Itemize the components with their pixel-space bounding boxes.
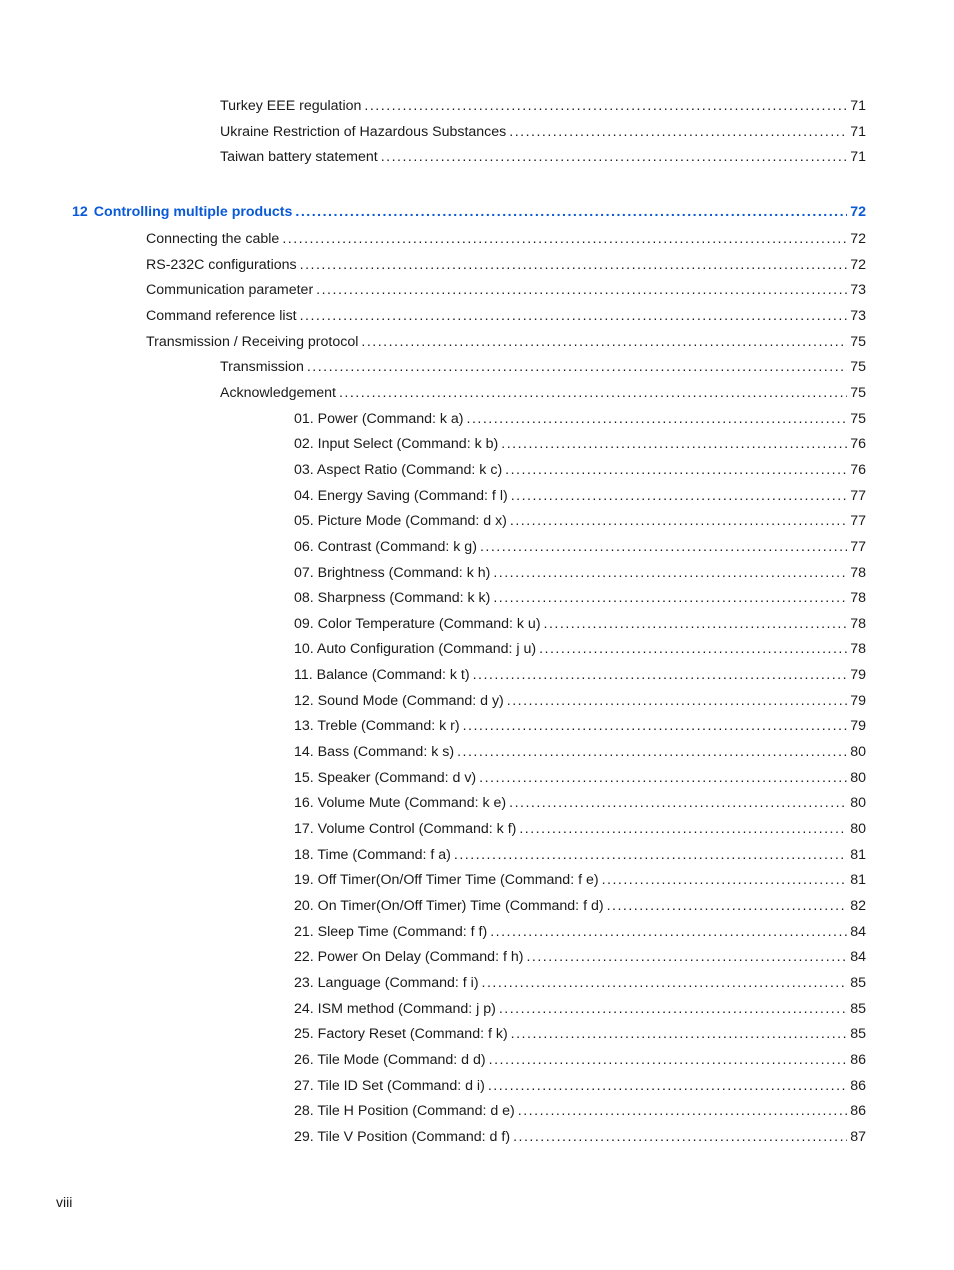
dot-leader xyxy=(493,563,847,583)
toc-entry-page: 84 xyxy=(850,949,866,965)
toc-entry-title: 12. Sound Mode (Command: d y) xyxy=(294,693,504,709)
dot-leader xyxy=(316,280,847,300)
toc-entry-page: 75 xyxy=(850,334,866,350)
toc-entry-title: 26. Tile Mode (Command: d d) xyxy=(294,1052,486,1068)
toc-entry[interactable] xyxy=(146,306,866,326)
dot-leader xyxy=(490,922,847,942)
toc-entry-page: 75 xyxy=(850,385,866,401)
toc-entry[interactable] xyxy=(294,1076,866,1096)
toc-entry-page: 79 xyxy=(850,718,866,734)
toc-entry[interactable] xyxy=(294,460,866,480)
toc-entry[interactable] xyxy=(146,332,866,352)
toc-entry[interactable] xyxy=(294,793,866,813)
toc-entry-title: 13. Treble (Command: k r) xyxy=(294,718,460,734)
dot-leader xyxy=(473,665,848,685)
toc-entry[interactable] xyxy=(294,819,866,839)
toc-entry-title: Turkey EEE regulation xyxy=(220,98,362,114)
toc-entry-title: 22. Power On Delay (Command: f h) xyxy=(294,949,524,965)
toc-entry[interactable] xyxy=(146,229,866,249)
toc-entry-page: 75 xyxy=(850,411,866,427)
toc-entry-title: Acknowledgement xyxy=(220,385,336,401)
toc-entry[interactable] xyxy=(294,947,866,967)
toc-entry-title: 15. Speaker (Command: d v) xyxy=(294,770,477,786)
dot-leader xyxy=(499,999,847,1019)
toc-entry[interactable] xyxy=(294,691,866,711)
toc-entry-title: 08. Sharpness (Command: k k) xyxy=(294,590,491,606)
dot-leader xyxy=(282,229,847,249)
dot-leader xyxy=(381,147,848,167)
toc-entry[interactable] xyxy=(294,1101,866,1121)
dot-leader xyxy=(295,202,847,222)
toc-entry-page: 78 xyxy=(850,565,866,581)
toc-entry-page: 86 xyxy=(850,1052,866,1068)
toc-entry[interactable] xyxy=(294,845,866,865)
dot-leader xyxy=(489,1050,848,1070)
page-number-footer: viii xyxy=(56,1194,73,1210)
toc-entry[interactable] xyxy=(146,255,866,275)
dot-leader xyxy=(511,486,848,506)
toc-entry-title: 20. On Timer(On/Off Timer) Time (Command: f d) xyxy=(294,898,604,914)
toc-entry-page: 71 xyxy=(850,149,866,165)
toc-entry-title: Taiwan battery statement xyxy=(220,149,378,165)
toc-entry-title: 28. Tile H Position (Command: d e) xyxy=(294,1103,515,1119)
dot-leader xyxy=(526,947,847,967)
toc-entry-title: 01. Power (Command: k a) xyxy=(294,411,464,427)
toc-entry[interactable] xyxy=(146,280,866,300)
toc-entry-page: 75 xyxy=(850,359,866,375)
toc-entry-title: 19. Off Timer(On/Off Timer Time (Command: f e) xyxy=(294,872,599,888)
toc-entry-title: Ukraine Restriction of Hazardous Substances xyxy=(220,124,507,140)
toc-entry-title: 03. Aspect Ratio (Command: k c) xyxy=(294,462,503,478)
toc-entry-title: 23. Language (Command: f i) xyxy=(294,975,479,991)
toc-entry-title: 04. Energy Saving (Command: f l) xyxy=(294,488,508,504)
toc-entry-page: 71 xyxy=(850,124,866,140)
toc-chapter-entry[interactable] xyxy=(72,202,866,222)
toc-entry-title: 06. Contrast (Command: k g) xyxy=(294,539,477,555)
dot-leader xyxy=(482,973,848,993)
toc-entry[interactable] xyxy=(220,357,866,377)
toc-entry[interactable] xyxy=(294,486,866,506)
toc-entry[interactable] xyxy=(294,537,866,557)
toc-entry-title: 21. Sleep Time (Command: f f) xyxy=(294,924,488,940)
toc-entry-title: Communication parameter xyxy=(146,282,314,298)
toc-entry[interactable] xyxy=(294,434,866,454)
toc-entry-page: 85 xyxy=(850,1026,866,1042)
dot-leader xyxy=(539,639,847,659)
toc-entry-title: Command reference list xyxy=(146,308,297,324)
dot-leader xyxy=(519,819,847,839)
toc-entry-page: 78 xyxy=(850,641,866,657)
toc-entry-page: 86 xyxy=(850,1103,866,1119)
dot-leader xyxy=(507,691,847,711)
toc-entry-page: 80 xyxy=(850,744,866,760)
dot-leader xyxy=(513,1127,847,1147)
chapter-title-text: Controlling multiple products xyxy=(93,204,293,220)
toc-entry-title: 05. Picture Mode (Command: d x) xyxy=(294,513,507,529)
toc-entry[interactable] xyxy=(220,122,866,142)
toc-chapter-title xyxy=(72,202,292,222)
toc-entry-page: 78 xyxy=(850,616,866,632)
toc-entry[interactable] xyxy=(220,147,866,167)
toc-entry-title: 29. Tile V Position (Command: d f) xyxy=(294,1129,511,1145)
toc-entry-page: 73 xyxy=(850,282,866,298)
toc-entry-page: 76 xyxy=(850,462,866,478)
toc-entry-page: 72 xyxy=(850,231,866,247)
toc-entry-page: 85 xyxy=(850,975,866,991)
toc-entry-page: 82 xyxy=(850,898,866,914)
toc-entry[interactable] xyxy=(220,96,866,116)
dot-leader xyxy=(361,332,847,352)
toc-entry[interactable] xyxy=(294,973,866,993)
dot-leader xyxy=(463,716,848,736)
toc-entry-title: 25. Factory Reset (Command: f k) xyxy=(294,1026,508,1042)
dot-leader xyxy=(509,793,847,813)
toc-entry-page: 78 xyxy=(850,590,866,606)
toc-entry-page: 77 xyxy=(850,539,866,555)
toc-entry[interactable] xyxy=(294,614,866,634)
dot-leader xyxy=(602,870,848,890)
toc-entry[interactable] xyxy=(294,768,866,788)
dot-leader xyxy=(454,845,847,865)
toc-entry-page: 86 xyxy=(850,1078,866,1094)
dot-leader xyxy=(457,742,847,762)
toc-entry-page: 81 xyxy=(850,872,866,888)
toc-entry[interactable] xyxy=(294,716,866,736)
toc-entry-title: 07. Brightness (Command: k h) xyxy=(294,565,491,581)
toc-entry-page: 85 xyxy=(850,1001,866,1017)
toc-entry-title: 14. Bass (Command: k s) xyxy=(294,744,455,760)
toc-entry[interactable] xyxy=(294,742,866,762)
toc-chapter-page: 72 xyxy=(850,204,866,220)
dot-leader xyxy=(518,1101,847,1121)
toc-entry[interactable] xyxy=(294,511,866,531)
dot-leader xyxy=(493,588,847,608)
toc-entry-page: 81 xyxy=(850,847,866,863)
dot-leader xyxy=(505,460,847,480)
toc-entry-title: 27. Tile ID Set (Command: d i) xyxy=(294,1078,485,1094)
dot-leader xyxy=(544,614,848,634)
dot-leader xyxy=(339,383,847,403)
dot-leader xyxy=(511,1024,848,1044)
toc-entry[interactable] xyxy=(294,922,866,942)
toc-entry[interactable] xyxy=(294,665,866,685)
toc-entry[interactable] xyxy=(294,1024,866,1044)
toc-entry-page: 87 xyxy=(850,1129,866,1145)
toc-entry-title: 16. Volume Mute (Command: k e) xyxy=(294,795,507,811)
toc-entry-page: 84 xyxy=(850,924,866,940)
toc-entry-title: Transmission / Receiving protocol xyxy=(146,334,359,350)
dot-leader xyxy=(510,511,847,531)
dot-leader xyxy=(300,255,848,275)
toc-entry[interactable] xyxy=(294,896,866,916)
toc-entry-page: 71 xyxy=(850,98,866,114)
toc-entry-title: Connecting the cable xyxy=(146,231,280,247)
toc-entry-page: 77 xyxy=(850,513,866,529)
dot-leader xyxy=(488,1076,847,1096)
toc-entry[interactable] xyxy=(294,999,866,1019)
dot-leader xyxy=(480,537,847,557)
toc-entry[interactable] xyxy=(294,639,866,659)
dot-leader xyxy=(509,122,847,142)
toc-entry[interactable] xyxy=(294,1050,866,1070)
dot-leader xyxy=(479,768,847,788)
toc-entry-title: 09. Color Temperature (Command: k u) xyxy=(294,616,541,632)
toc-entry-page: 79 xyxy=(850,667,866,683)
dot-leader xyxy=(307,357,847,377)
toc-entry-title: 02. Input Select (Command: k b) xyxy=(294,436,499,452)
toc-entry-page: 73 xyxy=(850,308,866,324)
dot-leader xyxy=(300,306,848,326)
dot-leader xyxy=(501,434,847,454)
toc-entry[interactable] xyxy=(294,870,866,890)
toc-entry-page: 79 xyxy=(850,693,866,709)
toc-entry[interactable] xyxy=(294,1127,866,1147)
toc-entry-page: 80 xyxy=(850,795,866,811)
toc-entry[interactable] xyxy=(294,409,866,429)
toc-entry[interactable] xyxy=(220,383,866,403)
toc-entry-title: 18. Time (Command: f a) xyxy=(294,847,451,863)
dot-leader xyxy=(364,96,847,116)
toc-entry-page: 80 xyxy=(850,770,866,786)
chapter-number: 12 xyxy=(72,204,88,220)
toc-entry-page: 77 xyxy=(850,488,866,504)
toc-entry-title: 10. Auto Configuration (Command: j u) xyxy=(294,641,537,657)
toc-entry-page: 80 xyxy=(850,821,866,837)
dot-leader xyxy=(467,409,848,429)
toc-entry-title: 11. Balance (Command: k t) xyxy=(294,667,470,683)
toc-entry[interactable] xyxy=(294,588,866,608)
toc-entry-title: RS-232C configurations xyxy=(146,257,297,273)
toc-entry-page: 76 xyxy=(850,436,866,452)
toc-entry-title: 24. ISM method (Command: j p) xyxy=(294,1001,496,1017)
toc-entry[interactable] xyxy=(294,563,866,583)
toc-entry-title: Transmission xyxy=(220,359,304,375)
dot-leader xyxy=(607,896,848,916)
toc-entry-page: 72 xyxy=(850,257,866,273)
toc-entry-title: 17. Volume Control (Command: k f) xyxy=(294,821,517,837)
